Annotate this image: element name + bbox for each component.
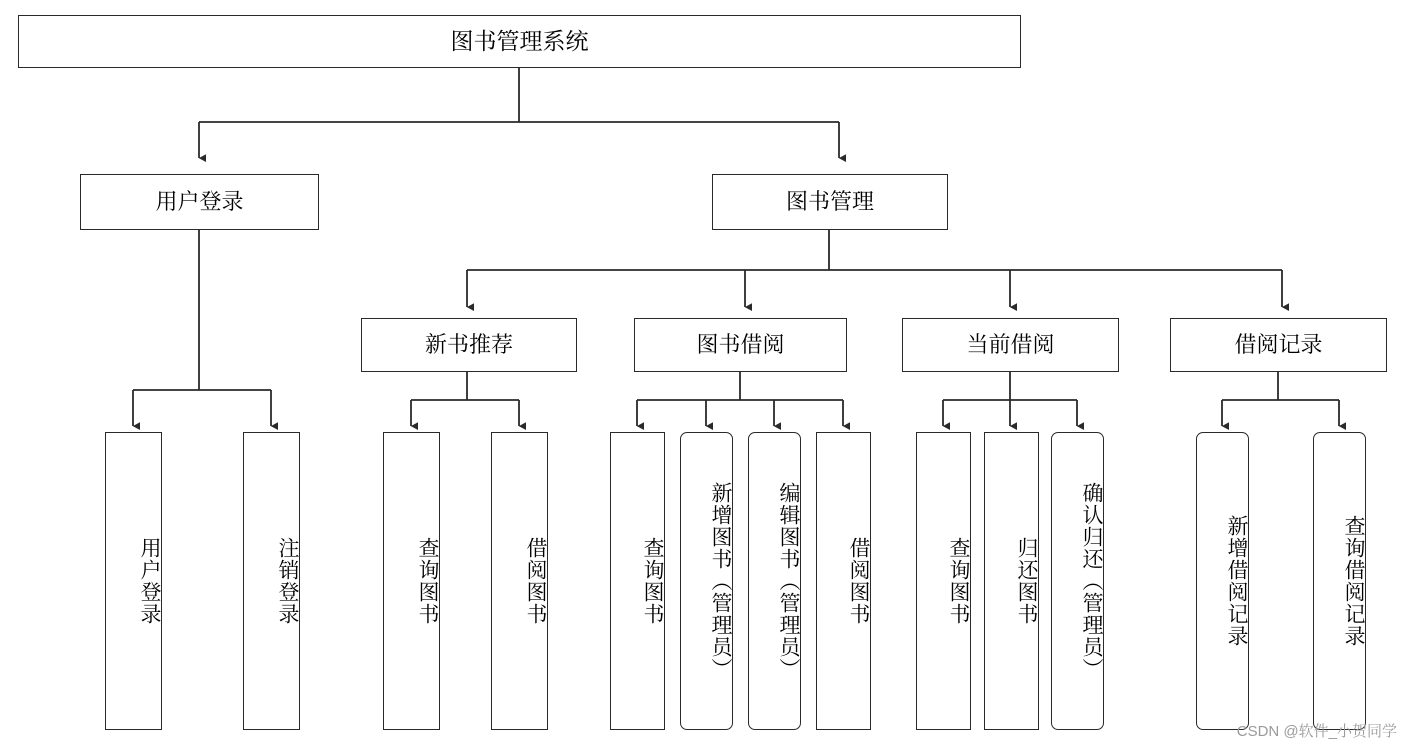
node-label: 新增借阅记录 — [1225, 515, 1248, 647]
node-label: 查询图书 — [416, 537, 439, 625]
node-label: 归还图书 — [1015, 537, 1038, 625]
node-records-query-record[interactable] — [1313, 432, 1366, 730]
node-newbook-query-book[interactable] — [383, 432, 440, 730]
node-label: 借阅图书 — [847, 537, 870, 625]
node-label: 确认归还（管理员） — [1080, 482, 1103, 680]
node-label: 借阅记录 — [1234, 332, 1323, 358]
node-current-borrow[interactable] — [902, 318, 1119, 372]
node-new-book-recommend[interactable] — [361, 318, 577, 372]
node-label: 查询图书 — [641, 537, 664, 625]
node-newbook-borrow-book[interactable] — [491, 432, 548, 730]
node-book-borrow[interactable] — [634, 318, 847, 372]
node-label: 编辑图书（管理员） — [777, 482, 800, 680]
node-label: 用户登录 — [155, 189, 244, 215]
node-label: 用户登录 — [138, 537, 161, 625]
node-borrow-records[interactable] — [1170, 318, 1387, 372]
node-user-login[interactable] — [80, 174, 319, 230]
node-records-add-record[interactable] — [1196, 432, 1249, 730]
node-label: 图书借阅 — [696, 332, 785, 358]
node-label: 借阅图书 — [524, 537, 547, 625]
node-label: 当前借阅 — [966, 332, 1055, 358]
node-borrow-add-book-admin[interactable] — [680, 432, 733, 730]
node-borrow-edit-book-admin[interactable] — [748, 432, 801, 730]
node-borrow-query-book[interactable] — [610, 432, 665, 730]
node-current-confirm-return-admin[interactable] — [1051, 432, 1104, 730]
node-label: 图书管理系统 — [450, 28, 589, 55]
node-login-user-login[interactable] — [105, 432, 162, 730]
node-root[interactable] — [18, 15, 1021, 68]
node-label: 图书管理 — [785, 189, 874, 215]
node-label: 注销登录 — [276, 537, 299, 625]
node-current-return-book[interactable] — [984, 432, 1039, 730]
node-label: 查询图书 — [947, 537, 970, 625]
node-label: 查询借阅记录 — [1342, 515, 1365, 647]
node-login-logout[interactable] — [243, 432, 300, 730]
node-label: 新增图书（管理员） — [709, 482, 732, 680]
node-label: 新书推荐 — [424, 332, 513, 358]
watermark: CSDN @软件_小贺同学 — [1236, 723, 1397, 740]
node-current-query-book[interactable] — [916, 432, 971, 730]
node-book-management[interactable] — [712, 174, 948, 230]
node-borrow-borrow-book[interactable] — [816, 432, 871, 730]
